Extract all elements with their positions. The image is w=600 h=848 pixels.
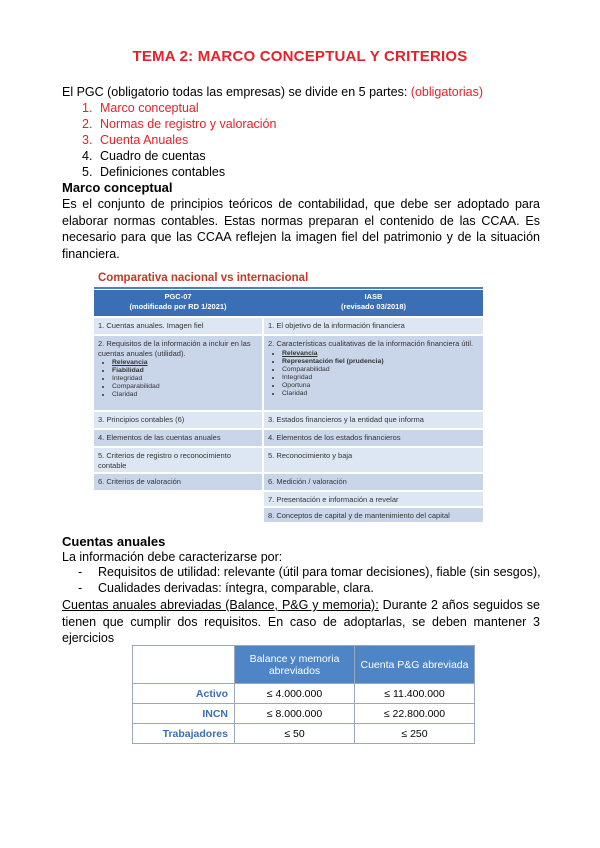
list-item: 5. Definiciones contables bbox=[82, 165, 226, 179]
table-row: INCN ≤ 8.000.000 ≤ 22.800.000 bbox=[133, 704, 475, 724]
intro-highlight: (obligatorias) bbox=[410, 85, 484, 99]
parts-list bbox=[82, 100, 276, 180]
list-item: 3. Cuenta Anuales bbox=[82, 133, 189, 147]
table-row: 2. Requisitos de la información a incluir en las cuentas anuales (utilidad). • Relevancia • Fiabilidad • Integridad • Comparabilidad • Claridad 2. Características cualitativas de la información financiera útil. • Relevancia • Representación fiel (prudencia) • Comparabilidad • Integridad • Oportuna • Claridad bbox=[94, 336, 483, 410]
list-item: 4. Cuadro de cuentas bbox=[82, 149, 206, 163]
table-row: 5. Criterios de registro o reconocimiento contable 5. Reconocimiento y baja bbox=[94, 448, 483, 472]
list-item: 2. Normas de registro y valoración bbox=[82, 117, 277, 131]
table-row: Trabajadores ≤ 50 ≤ 250 bbox=[133, 724, 475, 744]
header-pgc: PGC-07 (modificado por RD 1/2021) bbox=[129, 292, 227, 311]
table-row: 6. Criterios de valoración 6. Medición / valoración bbox=[94, 474, 483, 490]
divider bbox=[94, 287, 483, 289]
col-header: Balance y memoria abreviados bbox=[235, 646, 355, 684]
table-row: 7. Presentación e información a revelar bbox=[94, 492, 483, 506]
col-header: Cuenta P&G abreviada bbox=[355, 646, 475, 684]
abreviadas-label: Cuentas anuales abreviadas (Balance, P&G y memoria): bbox=[62, 598, 379, 612]
table-row: 1. Cuentas anuales. Imagen fiel 1. El objetivo de la información financiera bbox=[94, 318, 483, 334]
comparison-title: Comparativa nacional vs internacional bbox=[98, 272, 309, 284]
intro-text: El PGC (obligatorio todas las empresas) se divide en 5 partes: bbox=[62, 85, 411, 99]
page-title: TEMA 2: MARCO CONCEPTUAL Y CRITERIOS bbox=[132, 48, 468, 65]
table-row: Activo ≤ 4.000.000 ≤ 11.400.000 bbox=[133, 684, 475, 704]
table-row bbox=[133, 646, 475, 684]
marco-heading: Marco conceptual bbox=[62, 180, 173, 195]
abreviadas-paragraph: Cuentas anuales abreviadas (Balance, P&G y memoria): Durante 2 años seguidos se tienen que cumplir dos requisitos. En caso de adoptarlas, se deben mantener 3 ejercicios bbox=[62, 598, 540, 645]
cuentas-heading: Cuentas anuales bbox=[62, 534, 166, 549]
header-iasb: IASB (revisado 03/2018) bbox=[340, 292, 407, 311]
list-item: 1. Marco conceptual bbox=[82, 101, 199, 115]
table-row: 8. Conceptos de capital y de mantenimiento del capital bbox=[94, 508, 483, 522]
list-item: - Requisitos de utilidad: relevante (útil para tomar decisiones), fiable (sin sesgos), bbox=[78, 565, 541, 579]
intro-line bbox=[62, 85, 483, 99]
cuentas-intro: La información debe caracterizarse por: bbox=[62, 550, 283, 564]
left-items: • Relevancia • Fiabilidad • Integridad • Comparabilidad • Claridad bbox=[98, 359, 258, 399]
table-row: 3. Principios contables (6) 3. Estados financieros y la entidad que informa bbox=[94, 412, 483, 428]
list-item: - Cualidades derivadas: íntegra, comparable, clara. bbox=[78, 581, 374, 595]
table-row: 4. Elementos de las cuentas anuales 4. Elementos de los estados financieros bbox=[94, 430, 483, 446]
marco-paragraph: Es el conjunto de principios teóricos de contabilidad, que debe ser adoptado para elaborar normas contables. Estas normas preparan el contenido de las CCAA. Es necesario para que las CCAA reflejen la imagen fiel del patrimonio y de la situación financiera. bbox=[62, 197, 540, 261]
limits-table bbox=[132, 645, 475, 744]
comparison-header bbox=[94, 290, 483, 316]
comparison-figure bbox=[94, 270, 483, 524]
right-items: • Relevancia • Representación fiel (prudencia) • Comparabilidad • Integridad • Oportuna • Claridad bbox=[268, 350, 479, 398]
